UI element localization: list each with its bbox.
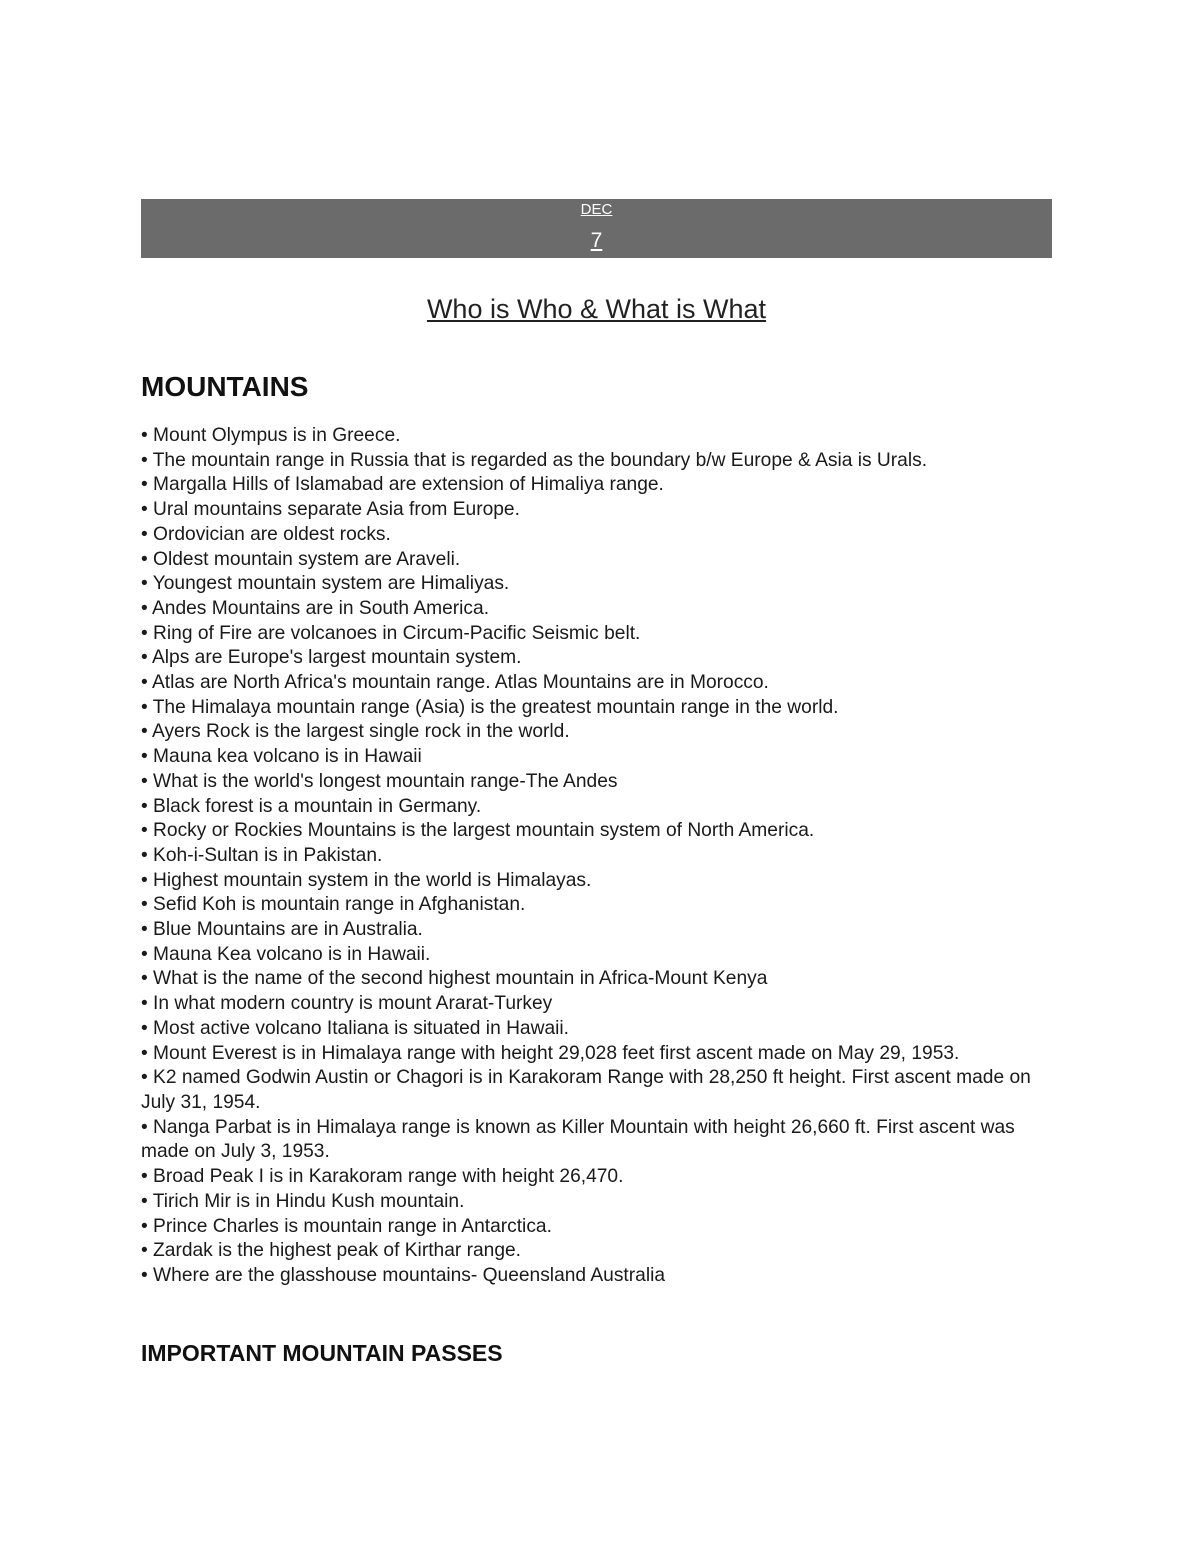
list-item: • K2 named Godwin Austin or Chagori is in Karakoram Range with 28,250 ft height. First ascent made on July 31, 1954. [141,1067,1031,1113]
list-item: • Margalla Hills of Islamabad are extension of Himaliya range. [141,474,664,496]
list-item: • The mountain range in Russia that is regarded as the boundary b/w Europe & Asia is Urals. [141,449,928,471]
list-item: • Where are the glasshouse mountains- Queensland Australia [141,1264,666,1286]
list-item: • Ayers Rock is the largest single rock in the world. [141,721,570,743]
list-item: • In what modern country is mount Ararat-Turkey [141,993,553,1015]
list-item: • Tirich Mir is in Hindu Kush mountain. [141,1190,465,1212]
mountain-passes-heading: IMPORTANT MOUNTAIN PASSES [141,1340,503,1366]
date-day-link[interactable]: 7 [590,229,603,252]
post-title-link[interactable]: Who is Who & What is What [426,294,767,324]
list-item: • Mauna Kea volcano is in Hawaii. [141,943,431,965]
list-item: • Ural mountains separate Asia from Europe. [141,499,520,521]
list-item: • Most active volcano Italiana is situated in Hawaii. [141,1017,569,1039]
list-item: • Blue Mountains are in Australia. [141,919,423,941]
list-item: • Alps are Europe's largest mountain system. [141,647,522,669]
mountains-fact-list [141,424,1046,1289]
list-item: • Youngest mountain system are Himaliyas. [141,573,510,595]
list-item: • Mount Everest is in Himalaya range with height 29,028 feet first ascent made on May 29, 1953. [141,1042,960,1064]
list-item: • Rocky or Rockies Mountains is the largest mountain system of North America. [141,820,815,842]
list-item: • Ring of Fire are volcanoes in Circum-Pacific Seismic belt. [141,622,641,644]
date-month-link[interactable]: DEC [580,201,613,218]
list-item: • The Himalaya mountain range (Asia) is the greatest mountain range in the world. [141,696,839,718]
list-item: • Nanga Parbat is in Himalaya range is known as Killer Mountain with height 26,660 ft. First ascent was made on July 3, 1953. [141,1116,1015,1163]
list-item: • Mauna kea volcano is in Hawaii [141,746,422,768]
list-item: • Black forest is a mountain in Germany. [141,795,482,817]
list-item: • Oldest mountain system are Araveli. [141,548,461,570]
mountains-heading: MOUNTAINS [141,371,309,402]
list-item: • Sefid Koh is mountain range in Afghanistan. [141,894,526,916]
list-item: • Koh-i-Sultan is in Pakistan. [141,844,383,866]
list-item: • Mount Olympus is in Greece. [141,425,401,446]
list-item: • Atlas are North Africa's mountain range. Atlas Mountains are in Morocco. [141,672,769,694]
date-banner [141,199,1052,258]
list-item: • What is the world's longest mountain range-The Andes [141,770,618,792]
list-item: • Zardak is the highest peak of Kirthar range. [141,1240,522,1262]
list-item: • Prince Charles is mountain range in Antarctica. [141,1215,552,1237]
list-item: • What is the name of the second highest mountain in Africa-Mount Kenya [141,968,768,990]
list-item: • Broad Peak I is in Karakoram range with height 26,470. [141,1166,624,1188]
list-item: • Andes Mountains are in South America. [141,597,490,619]
list-item: • Ordovician are oldest rocks. [141,523,391,545]
list-item: • Highest mountain system in the world is Himalayas. [141,869,592,891]
